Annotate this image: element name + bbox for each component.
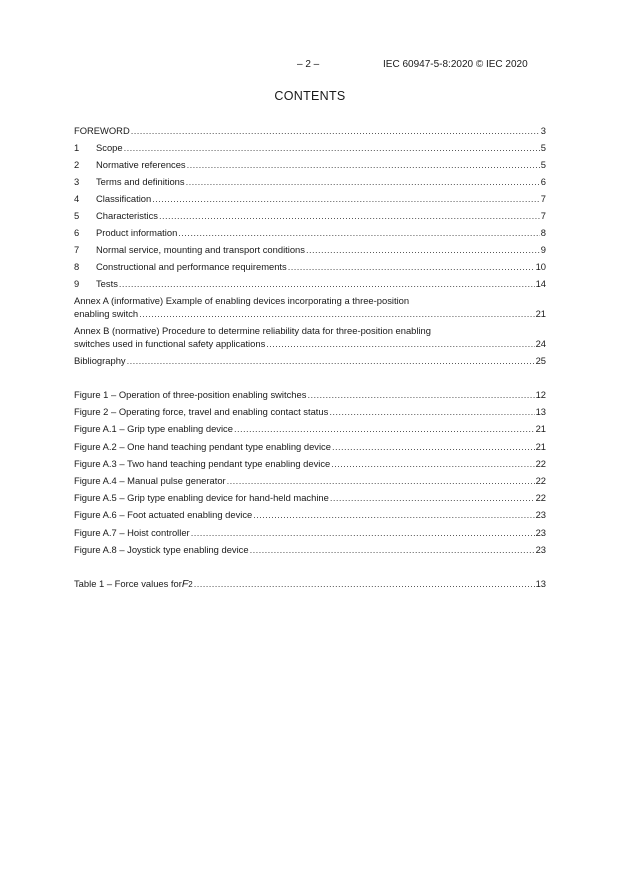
page-ref: 22: [535, 457, 546, 469]
entry-title: Figure A.8 – Joystick type enabling device: [74, 543, 249, 555]
toc-entry[interactable]: [74, 260, 546, 273]
dot-leader: [307, 388, 534, 401]
figure-entry[interactable]: [74, 491, 546, 504]
entry-title: Figure A.6 – Foot actuated enabling device: [74, 509, 253, 521]
page-ref: 21: [535, 423, 546, 435]
figure-entry[interactable]: [74, 388, 546, 401]
section-number: 5: [74, 210, 80, 221]
dot-leader: [152, 192, 540, 205]
dot-leader: [187, 158, 540, 171]
entry-title: FOREWORD: [74, 125, 130, 136]
dot-leader: [127, 354, 535, 367]
page-ref: 7: [540, 210, 546, 221]
entry-title: Normative references: [96, 159, 186, 170]
entry-title: enabling switch: [74, 308, 139, 319]
section-number: 9: [74, 278, 80, 289]
entry-title: Figure A.1 – Grip type enabling device: [74, 423, 233, 435]
dot-leader: [227, 474, 535, 487]
page-ref: 23: [535, 543, 546, 555]
entry-title: Scope: [96, 142, 123, 153]
toc-entry[interactable]: [74, 175, 546, 188]
page-ref: 24: [535, 338, 546, 349]
bibliography-entry[interactable]: [74, 354, 546, 367]
dot-leader: [288, 260, 535, 273]
dot-leader: [332, 440, 535, 453]
dot-leader: [191, 526, 535, 539]
page-ref: 14: [535, 278, 546, 289]
dot-leader: [186, 175, 540, 188]
entry-title: Figure A.7 – Hoist controller: [74, 526, 190, 538]
section-number: 1: [74, 142, 80, 153]
page-ref: 6: [540, 176, 546, 187]
entry-title: Bibliography: [74, 355, 126, 366]
dot-leader: [131, 124, 540, 137]
annex-entry[interactable]: [74, 337, 546, 350]
page-ref: 5: [540, 159, 546, 170]
dot-leader: [119, 277, 535, 290]
page-ref: 3: [540, 125, 546, 136]
figure-entry[interactable]: [74, 474, 546, 487]
entry-title: Constructional and performance requirements: [96, 261, 287, 272]
entry-title: Normal service, mounting and transport conditions: [96, 244, 305, 255]
figure-entry[interactable]: [74, 543, 546, 556]
standard-reference: IEC 60947-5-8:2020 © IEC 2020: [383, 59, 528, 70]
dot-leader: [266, 337, 534, 350]
figure-entry[interactable]: [74, 526, 546, 539]
toc-entry[interactable]: [74, 192, 546, 205]
page-title: CONTENTS: [274, 89, 346, 103]
figure-entry[interactable]: [74, 457, 546, 470]
figure-entry[interactable]: [74, 405, 546, 418]
figure-entry[interactable]: [74, 508, 546, 521]
entry-title: switches used in functional safety applications: [74, 338, 266, 349]
page-ref: 13: [535, 578, 546, 589]
page-ref: 9: [540, 244, 546, 255]
annex-entry[interactable]: [74, 307, 546, 320]
page-ref: 21: [535, 308, 546, 319]
dot-leader: [139, 307, 534, 320]
toc-entry[interactable]: [74, 209, 546, 222]
page-ref: 12: [535, 389, 546, 400]
dot-leader: [329, 405, 534, 418]
dot-leader: [124, 141, 540, 154]
page-ref: 22: [535, 492, 546, 504]
dot-leader: [194, 577, 535, 590]
dot-leader: [234, 422, 535, 435]
toc-entry[interactable]: [74, 158, 546, 171]
entry-title: Product information: [96, 227, 178, 238]
toc-entry[interactable]: [74, 243, 546, 256]
page-ref: 23: [535, 526, 546, 538]
table-entry[interactable]: [74, 577, 546, 591]
entry-title: Figure 2 – Operating force, travel and enabling contact status: [74, 406, 329, 418]
dot-leader: [159, 209, 540, 222]
annex-title-line[interactable]: Annex A (informative) Example of enabling devices incorporating a three-position: [74, 295, 410, 306]
dot-leader: [253, 508, 534, 521]
page-number: – 2 –: [297, 59, 320, 70]
entry-title: Terms and definitions: [96, 176, 185, 187]
page-ref: 22: [535, 475, 546, 486]
page-ref: 25: [535, 355, 546, 366]
toc-entry[interactable]: [74, 141, 546, 154]
entry-title: Figure A.5 – Grip type enabling device for hand-held machine: [74, 492, 329, 504]
toc-entry[interactable]: [74, 226, 546, 239]
section-number: 4: [74, 193, 80, 204]
section-number: 7: [74, 244, 80, 255]
page-ref: 8: [540, 227, 546, 238]
section-number: 8: [74, 261, 80, 272]
annex-title-line[interactable]: Annex B (normative) Procedure to determine reliability data for three-position enabling: [74, 325, 431, 336]
entry-title: Tests: [96, 278, 118, 289]
page-ref: 21: [535, 440, 546, 452]
toc-entry[interactable]: [74, 124, 546, 137]
entry-title: Characteristics: [96, 210, 158, 221]
dot-leader: [250, 543, 535, 556]
page-ref: 13: [535, 406, 546, 418]
page-ref: 7: [540, 193, 546, 204]
dot-leader: [306, 243, 540, 256]
section-number: 2: [74, 159, 80, 170]
force-variable: F: [181, 578, 189, 590]
entry-title: Table 1 – Force values for: [74, 578, 182, 589]
section-number: 3: [74, 176, 80, 187]
figure-entry[interactable]: [74, 422, 546, 435]
toc-entry[interactable]: [74, 277, 546, 290]
figure-entry[interactable]: [74, 440, 546, 453]
entry-title: Figure A.2 – One hand teaching pendant type enabling device: [74, 440, 331, 452]
dot-leader: [178, 226, 539, 239]
entry-title: Figure A.4 – Manual pulse generator: [74, 475, 226, 486]
dot-leader: [331, 457, 534, 470]
page-ref: 23: [535, 509, 546, 521]
section-number: 6: [74, 227, 80, 238]
page-ref: 10: [535, 261, 546, 272]
entry-title: Figure 1 – Operation of three-position enabling switches: [74, 389, 307, 400]
page-ref: 5: [540, 142, 546, 153]
dot-leader: [330, 491, 535, 504]
force-subscript: 2: [188, 580, 193, 589]
entry-title: Figure A.3 – Two hand teaching pendant type enabling device: [74, 457, 331, 469]
entry-title: Classification: [96, 193, 152, 204]
